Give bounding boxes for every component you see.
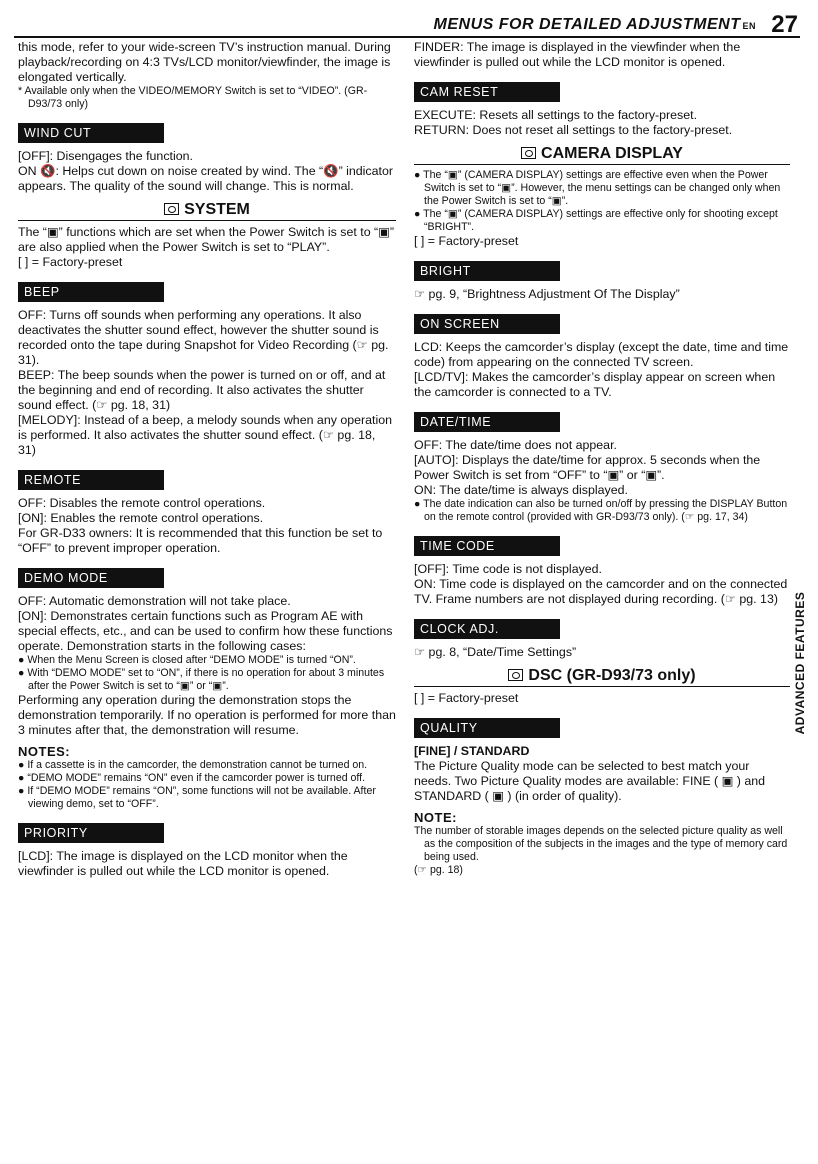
- system-description: The “▣” functions which are set when the Power Switch is set to “▣” are also applied when the Power Switch is set to “PLAY”.: [18, 225, 395, 254]
- quality-description: The Picture Quality mode can be selected to best match your needs. Two Picture Quality modes are available: FINE ( ▣ ) and STANDARD ( ▣ ) (in order of quality).: [414, 759, 766, 803]
- remote-off: OFF: Disables the remote control operations.: [18, 496, 266, 510]
- bright-label: BRIGHT: [414, 261, 560, 281]
- dsc-heading: DSC (GR-D93/73 only): [414, 668, 790, 687]
- demo-bullet: ● With “DEMO MODE” set to “ON”, if there is no operation for about 3 minutes after the Power Switch is set to “▣” or “▣”.: [18, 667, 385, 692]
- on-screen-label: ON SCREEN: [414, 314, 560, 334]
- quality-options: [FINE] / STANDARD: [414, 744, 530, 758]
- system-heading: SYSTEM: [18, 202, 396, 221]
- beep-melody: [MELODY]: Instead of a beep, a melody sounds when any operation is performed. It also activates the shutter sound effect. (☞ pg. 18, 31): [18, 413, 393, 457]
- time-code-on: ON: Time code is displayed on the camcorder and on the connected TV. Frame numbers are not displayed during recording. (☞ pg. 13): [414, 577, 788, 606]
- demo-resume-text: Performing any operation during the demonstration stops the demonstration temporarily. If no operation is performed for more than 3 minutes after that, the demonstration will resume.: [18, 693, 396, 737]
- camera-icon: [508, 669, 523, 681]
- date-time-auto: [AUTO]: Displays the date/time for approx. 5 seconds when the Power Switch is set from “OFF” to “▣” or “▣”.: [414, 453, 761, 482]
- clock-adj-reference: ☞ pg. 8, “Date/Time Settings”: [414, 645, 577, 659]
- notes-heading: NOTES:: [18, 744, 71, 759]
- date-time-on: ON: The date/time is always displayed.: [414, 483, 628, 497]
- intro-footnote: * Available only when the VIDEO/MEMORY Switch is set to “VIDEO”. (GR-D93/73 only): [18, 85, 368, 110]
- note-item: ● If a cassette is in the camcorder, the demonstration cannot be turned on.: [18, 759, 368, 771]
- system-factory-preset: [ ] = Factory-preset: [18, 255, 123, 269]
- camera-display-bullet: ● The “▣” (CAMERA DISPLAY) settings are effective only for shooting except “BRIGHT”.: [414, 208, 778, 233]
- remote-label: REMOTE: [18, 470, 164, 490]
- camera-display-icon: [521, 147, 536, 159]
- clock-adj-label: CLOCK ADJ.: [414, 619, 560, 639]
- dsc-factory-preset: [ ] = Factory-preset: [414, 691, 519, 705]
- quality-label: QUALITY: [414, 718, 560, 738]
- note-heading: NOTE:: [414, 810, 457, 825]
- note-item: ● If “DEMO MODE” remains “ON”, some functions will not be available. After viewing demo, set to “OFF”.: [18, 785, 376, 810]
- cam-reset-execute: EXECUTE: Resets all settings to the factory-preset.: [414, 108, 698, 122]
- priority-lcd: [LCD]: The image is displayed on the LCD monitor when the viewfinder is pulled out while the LCD monitor is opened.: [18, 849, 348, 878]
- demo-mode-label: DEMO MODE: [18, 568, 164, 588]
- wind-cut-label: WIND CUT: [18, 123, 164, 143]
- page-number: 27: [771, 11, 798, 38]
- demo-off: OFF: Automatic demonstration will not take place.: [18, 594, 291, 608]
- beep-beep: BEEP: The beep sounds when the power is turned on or off, and at the beginning and end of recording. It also activates the shutter sound effect. (☞ pg. 18, 31): [18, 368, 386, 412]
- header-title: MENUS FOR DETAILED ADJUSTMENT EN: [433, 16, 756, 33]
- wind-cut-off: [OFF]: Disengages the function.: [18, 149, 193, 163]
- note-text: The number of storable images depends on the selected picture quality as well as the composition of the subjects in the images and the type of memory card being used.: [414, 825, 788, 863]
- date-time-bullet: ● The date indication can also be turned on/off by pressing the DISPLAY Button on the remote control (provided with GR-D93/73 only). (☞ pg. 17, 34): [414, 498, 788, 523]
- bright-reference: ☞ pg. 9, “Brightness Adjustment Of The Display”: [414, 287, 680, 301]
- date-time-label: DATE/TIME: [414, 412, 560, 432]
- demo-bullet: ● When the Menu Screen is closed after “DEMO MODE” is turned “ON”.: [18, 654, 356, 666]
- left-column: [18, 40, 396, 879]
- demo-on: [ON]: Demonstrates certain functions such as Program AE with special effects, etc., and can be used to confirm how these functions operate. Demonstration starts in the following cases:: [18, 609, 393, 653]
- language-code: EN: [742, 21, 756, 31]
- right-column: [414, 40, 790, 877]
- note-reference: (☞ pg. 18): [414, 864, 463, 876]
- wind-cut-on: ON 🔇: Helps cut down on noise created by wind. The “🔇” indicator appears. The quality of the sound will change. This is normal.: [18, 164, 393, 193]
- camera-display-heading: CAMERA DISPLAY: [414, 146, 790, 165]
- remote-on: [ON]: Enables the remote control operations.: [18, 511, 264, 525]
- cam-reset-label: CAM RESET: [414, 82, 560, 102]
- beep-label: BEEP: [18, 282, 164, 302]
- note-item: ● “DEMO MODE” remains “ON” even if the camcorder power is turned off.: [18, 772, 366, 784]
- priority-finder: FINDER: The image is displayed in the viewfinder when the viewfinder is pulled out while the LCD monitor is opened.: [414, 40, 741, 69]
- date-time-off: OFF: The date/time does not appear.: [414, 438, 617, 452]
- intro-text: this mode, refer to your wide-screen TV’s instruction manual. During playback/recording on 4:3 TVs/LCD monitor/viewfinder, the image is elongated vertically.: [18, 40, 391, 84]
- time-code-off: [OFF]: Time code is not displayed.: [414, 562, 603, 576]
- on-screen-lcd-tv: [LCD/TV]: Makes the camcorder’s display appear on screen when the camcorder is connected to a TV.: [414, 370, 776, 399]
- time-code-label: TIME CODE: [414, 536, 560, 556]
- page-header: [14, 10, 800, 38]
- remote-note: For GR-D33 owners: It is recommended that this function be set to “OFF” to prevent improper operation.: [18, 526, 383, 555]
- camera-display-bullet: ● The “▣” (CAMERA DISPLAY) settings are effective even when the Power Switch is set to “▣”. However, the menu settings can be changed only when the Power Switch is set to “▣”.: [414, 169, 781, 207]
- priority-label: PRIORITY: [18, 823, 164, 843]
- system-icon: [164, 203, 179, 215]
- camera-display-factory-preset: [ ] = Factory-preset: [414, 234, 519, 248]
- beep-off: OFF: Turns off sounds when performing any operations. It also deactivates the shutter sound effect, however the shutter sound is recorded onto the tape during Snapshot for Video Recording (☞ pg. 31).: [18, 308, 389, 367]
- side-tab: ADVANCED FEATURES: [793, 591, 807, 735]
- on-screen-lcd: LCD: Keeps the camcorder’s display (except the date, time and time code) from appearing on the connected TV screen.: [414, 340, 789, 369]
- cam-reset-return: RETURN: Does not reset all settings to the factory-preset.: [414, 123, 733, 137]
